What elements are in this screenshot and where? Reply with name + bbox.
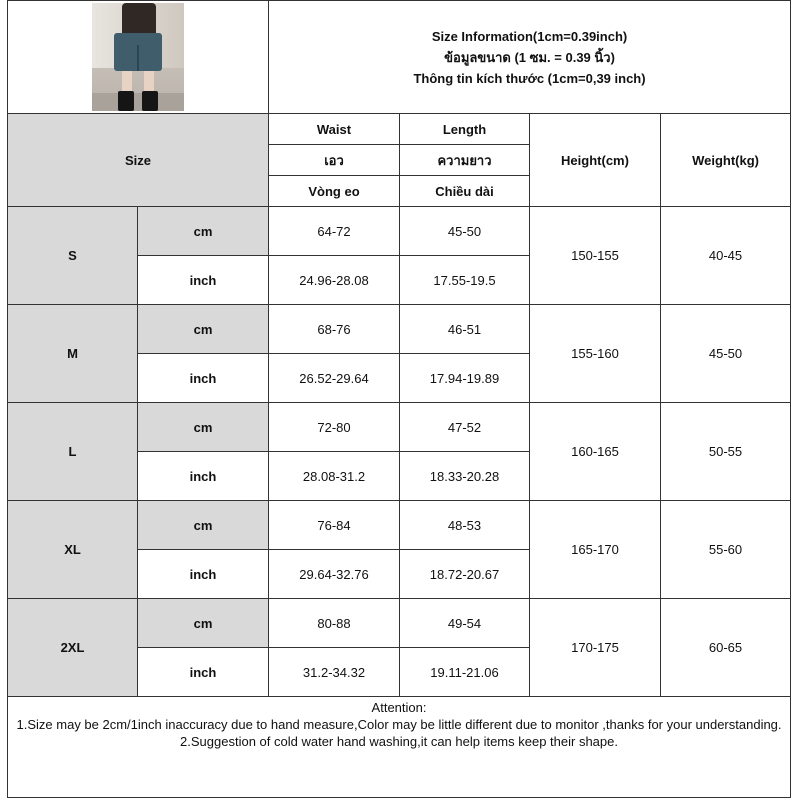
height-value: 160-165 [530,403,661,501]
length-cm-value: 46-51 [400,305,530,354]
unit-label-cm: cm [138,305,269,354]
waist-inch-value: 26.52-29.64 [269,354,400,403]
weight-value: 55-60 [661,501,791,599]
waist-cm-value: 68-76 [269,305,400,354]
length-header-vi: Chiều dài [400,176,530,207]
weight-value: 60-65 [661,599,791,697]
length-cm-value: 47-52 [400,403,530,452]
length-inch-value: 18.33-20.28 [400,452,530,501]
size-row-cm [8,305,791,354]
size-label: S [8,207,138,305]
attention-notes [8,697,791,798]
size-label: M [8,305,138,403]
length-header-en: Length [400,114,530,145]
height-header: Height(cm) [530,114,661,207]
size-header: Size [8,114,269,207]
weight-value: 45-50 [661,305,791,403]
title-line-en: Size Information(1cm=0.39inch) [431,28,628,44]
waist-header-vi: Vòng eo [269,176,400,207]
waist-cm-value: 72-80 [269,403,400,452]
weight-value: 40-45 [661,207,791,305]
length-inch-value: 18.72-20.67 [400,550,530,599]
weight-value: 50-55 [661,403,791,501]
length-header-th: ความยาว [400,145,530,176]
unit-label-cm: cm [138,207,269,256]
size-row-cm [8,599,791,648]
size-row-cm [8,501,791,550]
height-value: 165-170 [530,501,661,599]
waist-inch-value: 29.64-32.76 [269,550,400,599]
height-value: 155-160 [530,305,661,403]
waist-header-en: Waist [269,114,400,145]
waist-inch-value: 24.96-28.08 [269,256,400,305]
unit-label-cm: cm [138,599,269,648]
size-info-title [269,1,791,114]
unit-label-inch: inch [138,452,269,501]
size-chart-table [7,0,791,798]
unit-label-inch: inch [138,648,269,697]
weight-header: Weight(kg) [661,114,791,207]
waist-cm-value: 80-88 [269,599,400,648]
size-row-cm [8,403,791,452]
unit-label-cm: cm [138,403,269,452]
length-inch-value: 19.11-21.06 [400,648,530,697]
title-line-vi: Thông tin kích thước (1cm=0,39 inch) [413,70,646,86]
attention-line-1: 1.Size may be 2cm/1inch inaccuracy due to hand measure,Color may be little different due to monitor ,thanks for your understanding. [16,717,782,732]
length-cm-value: 45-50 [400,207,530,256]
attention-line-2: 2.Suggestion of cold water hand washing,it can help items keep their shape. [180,734,618,749]
length-inch-value: 17.55-19.5 [400,256,530,305]
height-value: 150-155 [530,207,661,305]
length-inch-value: 17.94-19.89 [400,354,530,403]
size-label: XL [8,501,138,599]
waist-cm-value: 76-84 [269,501,400,550]
size-label: L [8,403,138,501]
size-row-cm [8,207,791,256]
length-cm-value: 48-53 [400,501,530,550]
product-photo [92,3,184,111]
waist-cm-value: 64-72 [269,207,400,256]
waist-inch-value: 28.08-31.2 [269,452,400,501]
size-label: 2XL [8,599,138,697]
height-value: 170-175 [530,599,661,697]
unit-label-inch: inch [138,550,269,599]
unit-label-cm: cm [138,501,269,550]
title-line-th: ข้อมูลขนาด (1 ซม. = 0.39 นิ้ว) [444,49,615,65]
waist-header-th: เอว [269,145,400,176]
waist-inch-value: 31.2-34.32 [269,648,400,697]
product-photo-cell [8,1,269,114]
length-cm-value: 49-54 [400,599,530,648]
unit-label-inch: inch [138,354,269,403]
unit-label-inch: inch [138,256,269,305]
attention-heading: Attention: [371,700,427,715]
